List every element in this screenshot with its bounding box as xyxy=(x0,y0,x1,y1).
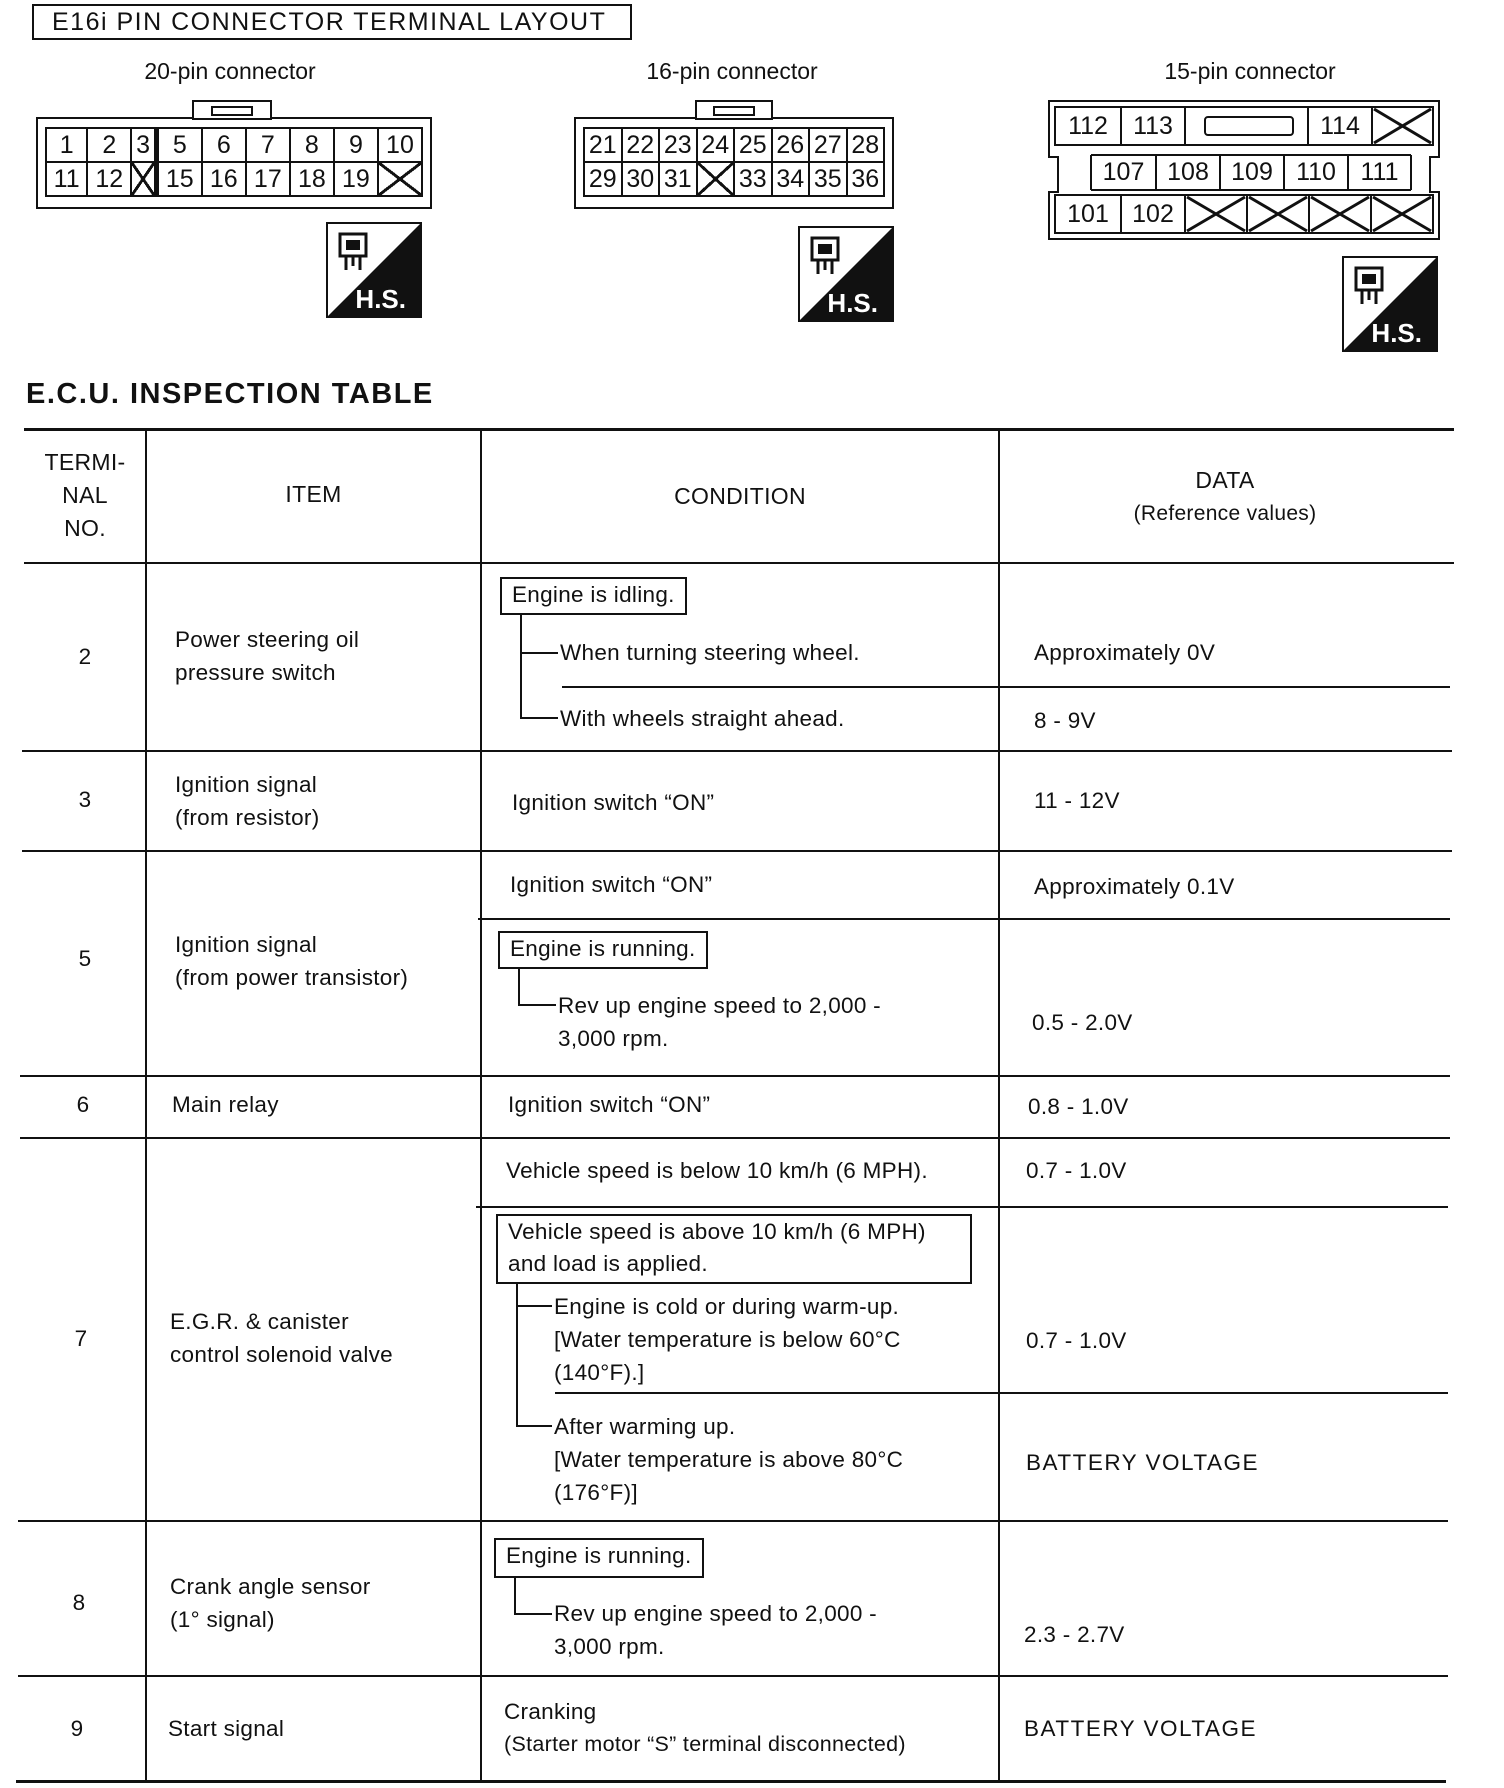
condition-box: Engine is idling. xyxy=(500,577,687,615)
condition-text: Cranking xyxy=(504,1699,597,1724)
pin-21: 21 xyxy=(584,128,622,162)
condition-text: Vehicle speed is below 10 km/h (6 MPH). xyxy=(506,1158,928,1183)
pin-12: 12 xyxy=(87,162,131,196)
item-name: Power steering oil xyxy=(175,627,360,652)
header-condition: CONDITION xyxy=(674,483,806,509)
section-title: E.C.U. INSPECTION TABLE xyxy=(26,378,434,410)
subrow-divider xyxy=(476,1206,1448,1208)
harness-side-badge xyxy=(326,222,422,318)
harness-side-icon xyxy=(326,222,422,318)
harness-side-icon xyxy=(1342,256,1438,352)
condition-text: [Water temperature is above 80°C xyxy=(554,1447,904,1472)
pin-row-2 xyxy=(46,162,422,196)
data-value: 11 - 12V xyxy=(1034,788,1120,813)
pin-10: 10 xyxy=(378,128,422,162)
col-divider xyxy=(998,430,1000,1782)
pin-7: 7 xyxy=(246,128,290,162)
pin-29: 29 xyxy=(584,162,622,196)
condition-text: Engine is cold or during warm-up. xyxy=(554,1294,900,1319)
header-terminal xyxy=(26,446,144,545)
condition-text: Ignition switch “ON” xyxy=(510,872,713,897)
pin-36: 36 xyxy=(847,162,885,196)
pin-101: 101 xyxy=(1067,200,1109,228)
tree-connector xyxy=(518,1004,556,1006)
condition-text: (176°F)] xyxy=(554,1480,638,1505)
subrow-divider xyxy=(562,686,1450,688)
terminal-number: 7 xyxy=(74,1326,88,1351)
pin-107: 107 xyxy=(1102,158,1145,186)
svg-text:H.S.: H.S. xyxy=(1371,318,1422,348)
data-value: 0.8 - 1.0V xyxy=(1028,1094,1129,1119)
data-value: 2.3 - 2.7V xyxy=(1024,1622,1125,1647)
row-divider xyxy=(18,1520,1448,1522)
pin-15: 15 xyxy=(158,162,202,196)
data-value: 0.7 - 1.0V xyxy=(1026,1328,1127,1353)
pin-114: 114 xyxy=(1320,112,1360,140)
harness-side-badge xyxy=(798,226,894,322)
item-name: (from power transistor) xyxy=(175,965,409,990)
condition-text: When turning steering wheel. xyxy=(560,640,860,665)
row-divider xyxy=(24,562,1454,564)
connector-20-pins xyxy=(45,127,423,197)
pin-row-1 xyxy=(584,128,884,162)
tree-connector xyxy=(518,969,520,1005)
data-value: Approximately 0V xyxy=(1034,640,1216,665)
tree-connector xyxy=(516,1305,552,1307)
condition-box xyxy=(496,1214,972,1284)
condition-text: Ignition switch “ON” xyxy=(508,1092,711,1117)
pin-109: 109 xyxy=(1231,158,1273,186)
condition-text: 3,000 rpm. xyxy=(554,1634,665,1659)
item-name: E.G.R. & canister xyxy=(170,1309,349,1334)
pin-row-2 xyxy=(584,162,884,196)
data-value: BATTERY VOLTAGE xyxy=(1024,1716,1257,1741)
condition-text: Ignition switch “ON” xyxy=(512,790,715,815)
pin-22: 22 xyxy=(622,128,660,162)
pin-111: 111 xyxy=(1360,158,1399,186)
connector-15-pin xyxy=(1048,100,1440,240)
item-name: Crank angle sensor xyxy=(170,1574,371,1599)
col-divider xyxy=(480,430,482,1782)
condition-text: After warming up. xyxy=(554,1414,736,1439)
pin-5: 5 xyxy=(158,128,202,162)
terminal-number: 3 xyxy=(78,787,92,812)
header-data: DATA xyxy=(1195,467,1255,493)
tree-connector xyxy=(514,1578,516,1614)
pin-11: 11 xyxy=(46,162,87,196)
tree-connector xyxy=(516,1425,552,1427)
header-terminal-line: TERMI- xyxy=(44,449,126,475)
subrow-divider xyxy=(555,1392,1448,1394)
pin-108: 108 xyxy=(1167,158,1209,186)
row-divider xyxy=(18,1675,1448,1677)
connector-20-pin xyxy=(36,100,432,210)
item-name: pressure switch xyxy=(175,660,336,685)
pin-35: 35 xyxy=(809,162,847,196)
pin-9: 9 xyxy=(334,128,378,162)
pin-2: 2 xyxy=(87,128,131,162)
connector-16-pins xyxy=(583,127,885,197)
data-value: 0.7 - 1.0V xyxy=(1026,1158,1127,1183)
pin-27: 27 xyxy=(809,128,847,162)
pin-113: 113 xyxy=(1133,112,1173,140)
condition-box-line: and load is applied. xyxy=(508,1251,708,1276)
pin-1: 1 xyxy=(46,128,87,162)
connector-15-label: 15-pin connector xyxy=(1164,58,1336,84)
pin-33: 33 xyxy=(734,162,772,196)
page-title: E16i PIN CONNECTOR TERMINAL LAYOUT xyxy=(32,4,632,40)
data-value: BATTERY VOLTAGE xyxy=(1026,1450,1259,1475)
pin-31: 31 xyxy=(659,162,697,196)
pin-24: 24 xyxy=(697,128,735,162)
pin-3: 3 xyxy=(131,128,154,162)
terminal-number: 6 xyxy=(76,1092,90,1117)
svg-text:H.S.: H.S. xyxy=(355,284,406,314)
col-divider xyxy=(145,430,147,1782)
condition-text: (Starter motor “S” terminal disconnected) xyxy=(504,1732,906,1756)
condition-text: Rev up engine speed to 2,000 - xyxy=(554,1601,877,1626)
terminal-number: 2 xyxy=(78,644,92,669)
header-terminal-line: NO. xyxy=(64,515,106,541)
harness-side-icon xyxy=(798,226,894,322)
pin-row-1 xyxy=(46,128,422,162)
data-value: Approximately 0.1V xyxy=(1034,874,1235,899)
condition-text: [Water temperature is below 60°C xyxy=(554,1327,901,1352)
terminal-number: 9 xyxy=(70,1716,84,1741)
pin-23: 23 xyxy=(659,128,697,162)
pin-18: 18 xyxy=(290,162,334,196)
header-terminal-line: NAL xyxy=(62,482,108,508)
pin-110: 110 xyxy=(1296,158,1336,186)
condition-text: Rev up engine speed to 2,000 - xyxy=(558,993,881,1018)
row-divider xyxy=(20,1075,1450,1077)
condition-text: With wheels straight ahead. xyxy=(560,706,845,731)
condition-box-line: Vehicle speed is above 10 km/h (6 MPH) xyxy=(508,1219,926,1244)
pin-6: 6 xyxy=(202,128,246,162)
svg-text:H.S.: H.S. xyxy=(827,288,878,318)
item-name: Ignition signal xyxy=(175,932,318,957)
row-divider xyxy=(22,750,1452,752)
item-name: Start signal xyxy=(168,1716,285,1741)
condition-box: Engine is running. xyxy=(498,931,708,969)
pin-112: 112 xyxy=(1068,112,1108,140)
pin-16: 16 xyxy=(202,162,246,196)
pin-26: 26 xyxy=(772,128,810,162)
data-value: 0.5 - 2.0V xyxy=(1032,1010,1133,1035)
pin-25: 25 xyxy=(734,128,772,162)
condition-box: Engine is running. xyxy=(494,1538,704,1578)
row-divider xyxy=(22,850,1452,852)
pin-17: 17 xyxy=(246,162,290,196)
pin-34: 34 xyxy=(772,162,810,196)
pin-empty xyxy=(131,162,154,196)
connector-16-label: 16-pin connector xyxy=(646,58,818,84)
tree-connector xyxy=(520,615,522,718)
table-top-rule xyxy=(24,428,1454,431)
terminal-number: 5 xyxy=(78,946,92,971)
header-data-sub: (Reference values) xyxy=(1133,502,1317,525)
subrow-divider xyxy=(478,918,1450,920)
terminal-number: 8 xyxy=(72,1590,86,1615)
pin-102: 102 xyxy=(1132,200,1174,228)
item-name: control solenoid valve xyxy=(170,1342,393,1367)
harness-side-badge xyxy=(1342,256,1438,352)
header-item: ITEM xyxy=(285,481,342,507)
pin-8: 8 xyxy=(290,128,334,162)
item-name: (from resistor) xyxy=(175,805,320,830)
pin-30: 30 xyxy=(622,162,660,196)
condition-text: (140°F).] xyxy=(554,1360,645,1385)
pin-empty xyxy=(697,162,735,196)
row-divider xyxy=(20,1137,1450,1139)
condition-text: 3,000 rpm. xyxy=(558,1026,669,1051)
pin-19: 19 xyxy=(334,162,378,196)
tree-connector xyxy=(520,652,558,654)
pin-empty xyxy=(378,162,422,196)
tree-connector xyxy=(520,717,558,719)
item-name: Main relay xyxy=(172,1092,279,1117)
tree-connector xyxy=(514,1613,552,1615)
connector-16-pin xyxy=(574,100,894,210)
data-value: 8 - 9V xyxy=(1034,708,1096,733)
item-name: (1° signal) xyxy=(170,1607,275,1632)
item-name: Ignition signal xyxy=(175,772,318,797)
connector-20-label: 20-pin connector xyxy=(144,58,316,84)
table-bottom-rule xyxy=(16,1780,1446,1783)
pin-28: 28 xyxy=(847,128,885,162)
